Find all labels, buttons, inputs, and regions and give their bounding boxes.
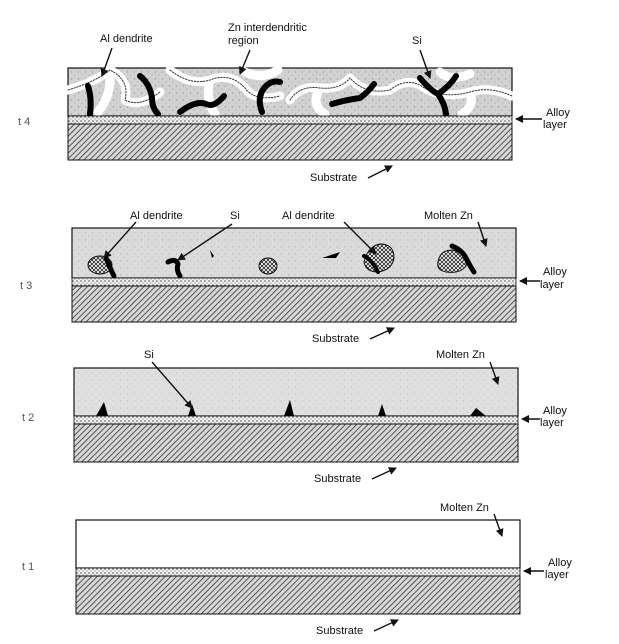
al-dendrite-right-label: Al dendrite [282,210,335,222]
molten-zn-label: Molten Zn [436,349,485,361]
time-label: t 3 [20,280,33,292]
alloy-label-line1: Alloy [546,107,570,119]
molten-zn-label: Molten Zn [424,210,473,222]
substrate-block [74,424,518,462]
zn-region-label-line2: region [228,35,259,47]
melt-region [76,520,520,568]
substrate-block [68,124,512,160]
al-dendrite-label: Al dendrite [100,33,153,45]
si-label: Si [144,349,154,361]
substrate-label: Substrate [314,473,362,485]
alloy-layer [76,568,520,576]
substrate-arrow [372,468,396,479]
alloy-label-line1: Alloy [543,266,567,278]
alloy-layer [74,416,518,424]
alloy-label-line2: layer [540,279,564,291]
molten-zn-label: Molten Zn [440,502,489,514]
substrate-label: Substrate [312,333,360,345]
substrate-arrow [374,620,398,631]
alloy-label-line1: Alloy [548,557,572,569]
stage-t2 [22,349,567,485]
alloy-label-line2: layer [545,569,569,581]
time-label: t 1 [22,561,35,573]
substrate-arrow [368,166,392,178]
substrate-arrow [370,328,394,339]
stage-t3 [20,210,567,345]
substrate-label: Substrate [310,172,358,184]
substrate-block [72,286,516,322]
stage-t4 [18,22,570,184]
alloy-layer [72,278,516,286]
alloy-label-line2: layer [543,119,567,131]
substrate-block [76,576,520,614]
si-label: Si [412,35,422,47]
alloy-label-line1: Alloy [543,405,567,417]
time-label: t 2 [22,412,35,424]
zn-region-label-line1: Zn interdendritic [228,22,307,34]
alloy-label-line2: layer [540,417,564,429]
alloy-layer [68,116,512,124]
si-label: Si [230,210,240,222]
time-label: t 4 [18,116,31,128]
al-dendrite-left-label: Al dendrite [130,210,183,222]
stage-t1 [22,502,572,637]
substrate-label: Substrate [316,625,364,637]
